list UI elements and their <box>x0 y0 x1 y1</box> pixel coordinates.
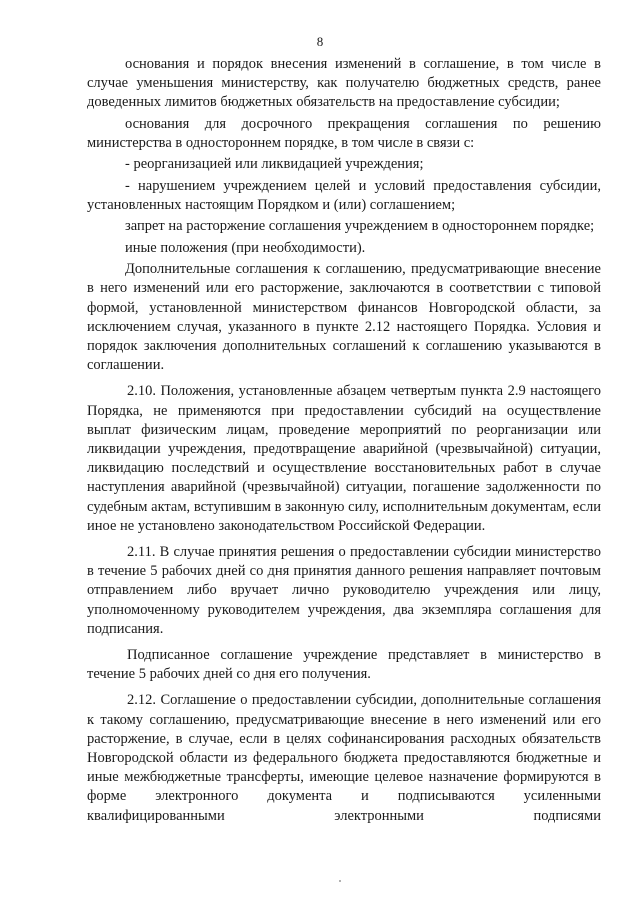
clause-2-10: 2.10. Положения, установленные абзацем четвертым пункта 2.9 настоящего Порядка, не применяются при предоставлении субсидий на осуществление выплат физическим лицам, проведение мероприятий по реорганизации или ликвидации учреждения, предотвращение аварийной (чрезвычайной) ситуации, ликвидацию последствий и осуществление восстановительных работ в случае наступления аварийной (чрезвычайной) ситуации, погашение задолженности по судебным актам, вступившим в законную силу, исполнительным документам, если иное не установлено законодательством Российской Федерации. <box>87 383 601 534</box>
paragraph-amendment-grounds: основания и порядок внесения изменений в соглашение, в том числе в случае уменьшения министерству, как получателю бюджетных средств, ранее доведенных лимитов бюджетных обязательств на предоставление субсидии; <box>87 56 601 111</box>
paragraph-other-provisions: иные положения (при необходимости). <box>125 239 366 256</box>
paragraph-signed-agreement: Подписанное соглашение учреждение представляет в министерство в течение 5 рабочих дней со дня его получения. <box>87 647 601 683</box>
clause-2-12: 2.12. Соглашение о предоставлении субсидии, дополнительные соглашения к такому соглашению, предусматривающие внесение в него изменений или его расторжение, в случае, если в целях софинансирования расходных обязательств Новгородской области из федерального бюджета предоставляются бюджетные и иные межбюджетные трансферты, имеющие целевое назначение формируются в форме электронного документа и подписываются усиленными квалифицированными электронными подписями <box>87 692 601 824</box>
list-item-reorganization: - реорганизацией или ликвидацией учреждения; <box>125 156 424 173</box>
paragraph-additional-agreements: Дополнительные соглашения к соглашению, предусматривающие внесение в него изменений или его расторжение, заключаются в соответствии с типовой формой, установленной министерством финансов Новгородской области, за исключением случая, указанного в пункте 2.12 настоящего Порядка. Условия и порядок заключения дополнительных соглашений к соглашению указываются в соглашении. <box>87 261 601 374</box>
clause-2-11: 2.11. В случае принятия решения о предоставлении субсидии министерство в течение 5 рабочих дней со дня принятия данного решения направляет почтовым отправлением либо вручает лично руководителю учреждения или лицу, уполномоченному руководителем учреждения, два экземпляра соглашения для подписания. <box>87 544 601 637</box>
list-item-violation: - нарушением учреждением целей и условий предоставления субсидии, установленных настоящим Порядком и (или) соглашением; <box>87 177 601 213</box>
paragraph-termination-ban: запрет на расторжение соглашения учреждением в одностороннем порядке; <box>125 218 595 235</box>
page-number: 8 <box>316 34 324 49</box>
document-body <box>87 55 601 828</box>
paragraph-termination-grounds: основания для досрочного прекращения соглашения по решению министерства в одностороннем порядке, в том числе в связи с: <box>87 115 601 151</box>
scan-speck <box>339 880 341 882</box>
